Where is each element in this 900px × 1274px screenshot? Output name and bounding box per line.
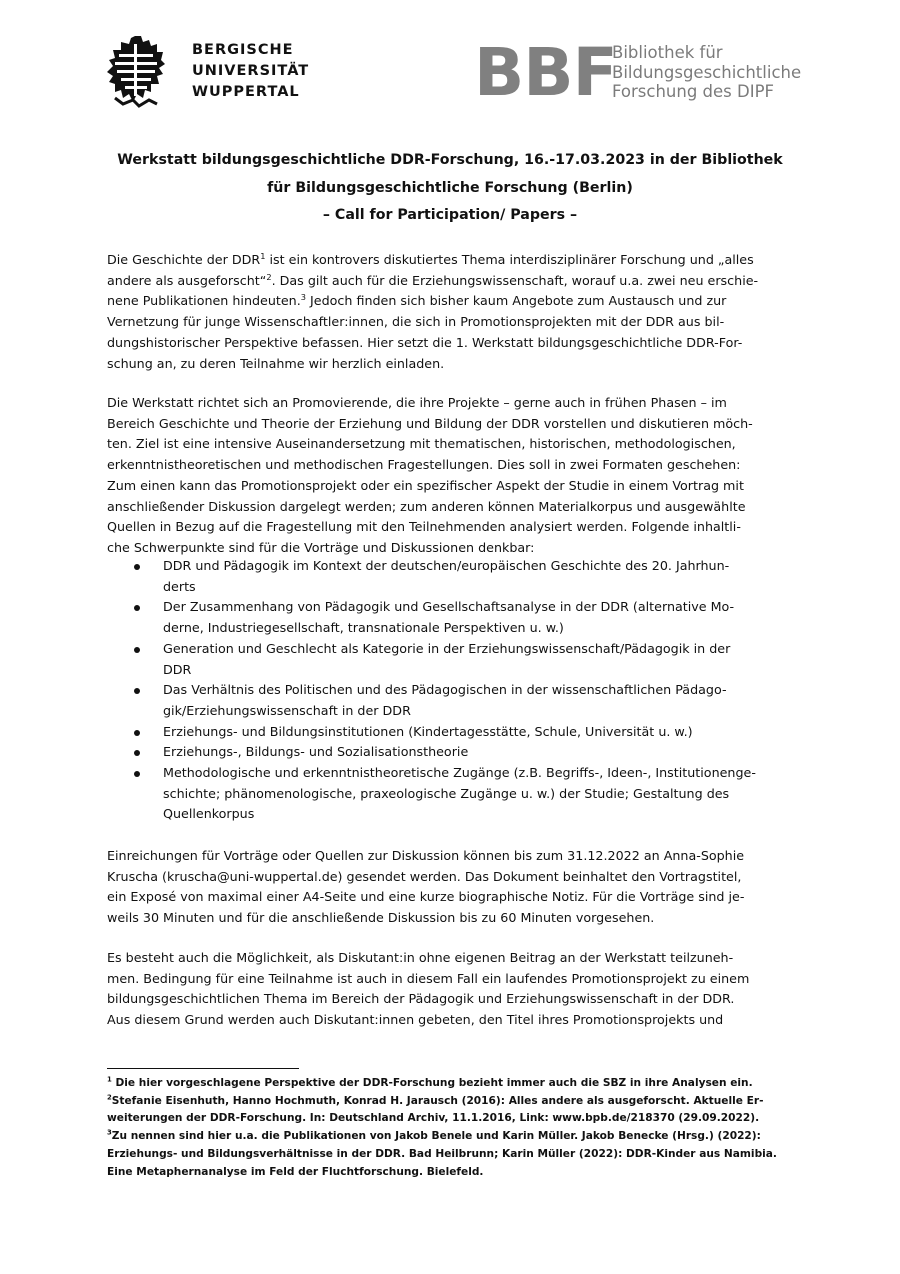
list-item-line: Methodologische und erkenntnistheoretische Zugänge (z.B. Begriffs-, Ideen-, Institutionenge-: [163, 765, 756, 781]
paragraph-line: [107, 250, 795, 271]
title-line-2: für Bildungsgeschichtliche Forschung (Berlin): [267, 179, 633, 196]
footnote-text: Zu nennen sind hier u.a. die Publikationen von Jakob Benele und Karin Müller. Jakob Benecke (Hrsg.) (2022):: [111, 1130, 761, 1143]
footnote-3-cont: Eine Metaphernanalyse im Feld der Fluchtforschung. Bielefeld.: [107, 1165, 484, 1178]
bullet-icon: [134, 564, 140, 570]
footnote-3: [107, 1128, 797, 1146]
footnotes: [107, 1075, 797, 1181]
footnote-2-cont: weiterungen der DDR-Forschung. In: Deutschland Archiv, 11.1.2016, Link: www.bpb.de/218370 (29.09.2022).: [107, 1112, 760, 1125]
footnote-ref-2[interactable]: 2: [266, 271, 272, 282]
paragraph-line: ten. Ziel ist eine intensive Auseinandersetzung mit thematischen, historischen, methodologischen,: [107, 436, 736, 452]
list-item-line: Quellenkorpus: [163, 806, 255, 822]
title-line-3: – Call for Participation/ Papers –: [322, 207, 578, 223]
list-item: [107, 680, 795, 721]
list-item-line: derne, Industriegesellschaft, transnationale Perspektiven u. w.): [163, 620, 564, 636]
list-item-line: Erziehungs- und Bildungsinstitutionen (Kindertagesstätte, Schule, Universität u. w.): [163, 723, 693, 739]
paragraph-line: anschließender Diskussion dargelegt werden; zum anderen können Materialkorpus und ausgewählte: [107, 498, 746, 514]
list-item: [107, 763, 795, 825]
list-item-line: derts: [163, 578, 196, 594]
list-item-line: Das Verhältnis des Politischen und des Pädagogischen in der wissenschaftlichen Pädago-: [163, 682, 727, 698]
document-title: [100, 147, 800, 230]
paragraph-line: dungshistorischer Perspektive befassen. Hier setzt die 1. Werkstatt bildungsgeschichtliche DDR-For-: [107, 334, 743, 350]
paragraph-workshop: [107, 393, 795, 559]
university-name-line-1: BERGISCHE: [192, 42, 294, 58]
list-item-line: DDR: [163, 661, 192, 677]
title-line-1: Werkstatt bildungsgeschichtliche DDR-Forschung, 16.-17.03.2023 in der Bibliothek: [117, 152, 783, 168]
bullet-icon: [134, 730, 140, 736]
paragraph-line: erkenntnistheoretischen und methodischen Fragestellungen. Dies soll in zwei Formaten geschehen:: [107, 457, 741, 473]
university-name-line-2: UNIVERSITÄT: [192, 63, 310, 79]
paragraph-line: Quellen in Bezug auf die Fragestellung mit den Teilnehmenden analysiert werden. Folgende inhaltli-: [107, 519, 741, 535]
list-item: [107, 722, 795, 743]
library-name: [612, 43, 801, 102]
paragraph-line: Bereich Geschichte und Theorie der Erziehung und Bildung der DDR vorstellen und diskutieren möch-: [107, 415, 753, 431]
bullet-icon: [134, 605, 140, 611]
list-item-line: Generation und Geschlecht als Kategorie in der Erziehungswissenschaft/Pädagogik in der: [163, 640, 731, 656]
paragraph-line: weils 30 Minuten und für die anschließende Diskussion bis zu 60 Minuten vorgesehen.: [107, 910, 655, 926]
footnote-ref-1[interactable]: 1: [260, 250, 266, 261]
footnote-text: Die hier vorgeschlagene Perspektive der DDR-Forschung bezieht immer auch die SBZ in ihre Analysen ein.: [115, 1077, 753, 1089]
paragraph-line: men. Bedingung für eine Teilnahme ist auch in diesem Fall ein laufendes Promotionsprojekt zu einem: [107, 970, 750, 986]
paragraph-line: schung an, zu deren Teilnahme wir herzlich einladen.: [107, 355, 445, 371]
text-span: Die Geschichte der DDR: [107, 252, 261, 267]
paragraph-line: [107, 291, 795, 312]
footnote-1: [107, 1075, 797, 1093]
bullet-icon: [134, 771, 140, 777]
paragraph-line: Zum einen kann das Promotionsprojekt oder ein spezifischer Aspekt der Studie in einem Vortrag mit: [107, 477, 744, 493]
paragraph-line: Die Werkstatt richtet sich an Promovierende, die ihre Projekte – gerne auch in frühen Phasen – im: [107, 395, 727, 410]
footnote-text: Stefanie Eisenhuth, Hanno Hochmuth, Konrad H. Jarausch (2016): Alles andere als ausgeforscht. Aktuelle Er-: [111, 1094, 764, 1107]
paragraph-discussant: [107, 948, 795, 1031]
topics-list: [107, 556, 795, 825]
footnote-2: [107, 1093, 797, 1111]
text-span: andere als ausgeforscht“: [107, 272, 267, 288]
list-item-line: Der Zusammenhang von Pädagogik und Gesellschaftsanalyse in der DDR (alternative Mo-: [163, 599, 735, 615]
paragraph-line: Aus diesem Grund werden auch Diskutant:innen gebeten, den Titel ihres Promotionsprojekts und: [107, 1012, 724, 1028]
footnote-ref-3[interactable]: 3: [300, 292, 306, 303]
university-name: [192, 40, 309, 103]
list-item-line: DDR und Pädagogik im Kontext der deutschen/europäischen Geschichte des 20. Jahrhun-: [163, 558, 730, 573]
paragraph-line: Kruscha (kruscha@uni-wuppertal.de) gesendet werden. Das Dokument beinhaltet den Vortragstitel,: [107, 868, 742, 884]
footnote-number: 1: [107, 1075, 112, 1084]
list-item: [107, 597, 795, 638]
bullet-icon: [134, 750, 140, 756]
paragraph-line: Vernetzung für junge Wissenschaftler:innen, die sich in Promotionsprojekten mit der DDR aus bil-: [107, 314, 725, 330]
paragraph-line: Es besteht auch die Möglichkeit, als Diskutant:in ohne eigenen Beitrag an der Werkstatt teilzuneh-: [107, 950, 734, 965]
footnote-number: 2: [107, 1093, 112, 1102]
list-item-line: gik/Erziehungswissenschaft in der DDR: [163, 702, 411, 718]
bullet-icon: [134, 688, 140, 694]
bbf-logo: BBF: [474, 34, 617, 111]
list-item: [107, 639, 795, 680]
text-span: ist ein kontrovers diskutiertes Thema interdisziplinärer Forschung und „alles: [265, 252, 754, 267]
list-item-line: schichte; phänomenologische, praxeologische Zugänge u. w.) der Studie; Gestaltung des: [163, 785, 730, 801]
paragraph-line: [107, 271, 795, 292]
list-item: [107, 742, 795, 763]
library-name-line-1: Bibliothek für: [612, 43, 723, 62]
paragraph-line: ein Exposé von maximal einer A4-Seite und eine kurze biographische Notiz. Für die Vorträge sind je-: [107, 889, 745, 905]
paragraph-line: che Schwerpunkte sind für die Vorträge und Diskussionen denkbar:: [107, 539, 535, 555]
university-name-line-3: WUPPERTAL: [192, 84, 300, 100]
library-name-line-3: Forschung des DIPF: [612, 82, 775, 101]
paragraph-line: bildungsgeschichtlichen Thema im Bereich der Pädagogik und Erziehungswissenschaft in der DDR.: [107, 991, 735, 1007]
footnote-divider: [107, 1068, 299, 1069]
library-name-line-2: Bildungsgeschichtliche: [612, 62, 802, 82]
paragraph-line: Einreichungen für Vorträge oder Quellen zur Diskussion können bis zum 31.12.2022 an Anna-Sophie: [107, 848, 745, 863]
footnote-3-cont: Erziehungs- und Bildungsverhältnisse in der DDR. Bad Heilbrunn; Karin Müller (2022): DDR-Kinder aus Namibia.: [107, 1147, 777, 1160]
text-span: Jedoch finden sich bisher kaum Angebote zum Austausch und zur: [306, 293, 727, 309]
text-span: . Das gilt auch für die Erziehungswissenschaft, worauf u.a. zwei neu erschie-: [271, 272, 759, 288]
text-span: nene Publikationen hindeuten.: [107, 293, 301, 309]
paragraph-submission: [107, 846, 795, 929]
list-item-line: Erziehungs-, Bildungs- und Sozialisationstheorie: [163, 744, 469, 760]
university-crest-logo: [105, 34, 167, 108]
footnote-number: 3: [107, 1128, 112, 1137]
paragraph-intro: [107, 250, 795, 374]
list-item: [107, 556, 795, 597]
bullet-icon: [134, 647, 140, 653]
